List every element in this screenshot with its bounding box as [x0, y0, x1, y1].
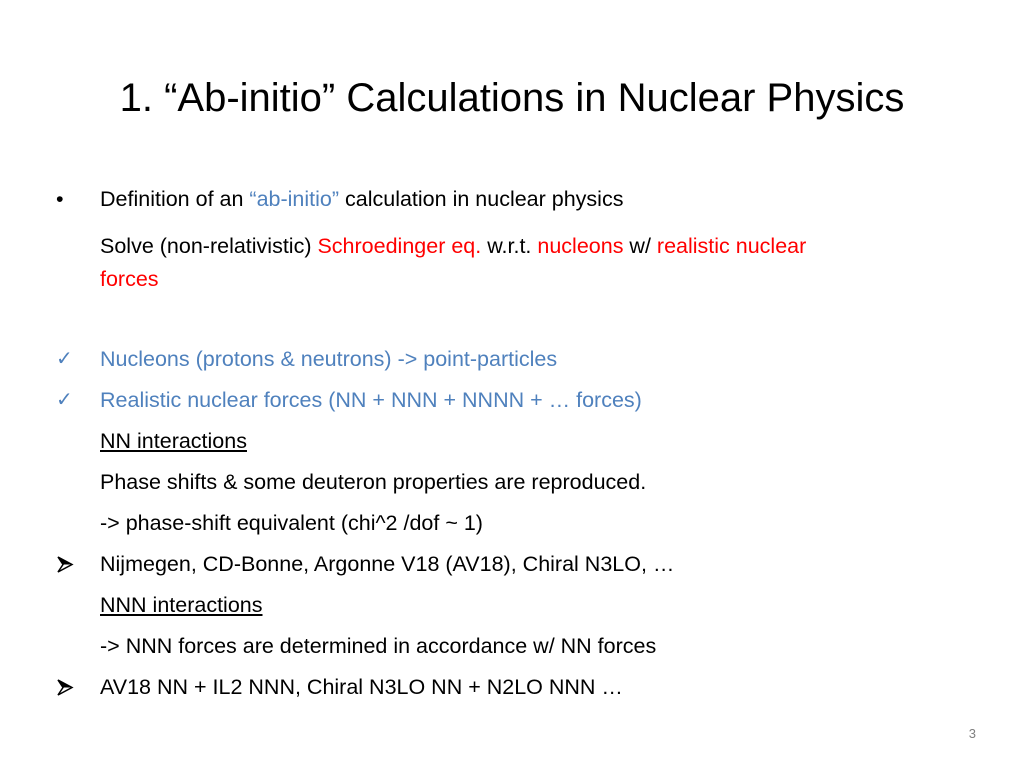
definition-detail-text [100, 232, 970, 260]
slide-title: 1. “Ab-initio” Calculations in Nuclear Physics [119, 76, 905, 120]
ab-initio-term: “ab-initio” [249, 187, 340, 211]
bullet-definition-text [100, 185, 970, 213]
check-item-forces-text: Realistic nuclear forces (NN + NNN + NNNN + … forces) [100, 388, 642, 412]
nnn-line-1-text: -> NNN forces are determined in accordance w/ NN forces [100, 634, 657, 658]
nnn-heading-text: NNN interactions [100, 593, 263, 617]
arrow-bullet-icon [56, 550, 92, 573]
page-number: 3 [968, 726, 976, 741]
realistic-forces-term: realistic nuclear [656, 234, 807, 258]
checkmark-icon: ✓ [56, 348, 73, 370]
checkmark-icon: ✓ [56, 389, 73, 411]
nn-heading-text: NN interactions [100, 429, 247, 453]
text-segment: w.r.t. [481, 234, 538, 258]
bullet-dot-icon: • [56, 187, 64, 211]
check-item-nucleons-text: Nucleons (protons & neutrons) -> point-particles [100, 347, 558, 371]
arrow-item-nn-models-text: Nijmegen, CD-Bonne, Argonne V18 (AV18), Chiral N3LO, … [100, 552, 675, 576]
text-segment: Definition of an [100, 187, 250, 211]
arrow-item-nnn-models-text: AV18 NN + IL2 NNN, Chiral N3LO NN + N2LO NNN … [100, 675, 623, 699]
forces-term: forces [100, 267, 159, 291]
schroedinger-term: Schroedinger eq. [317, 234, 482, 258]
nucleons-term: nucleons [537, 234, 624, 258]
text-segment: calculation in nuclear physics [339, 187, 624, 211]
nn-line-1-text: Phase shifts & some deuteron properties are reproduced. [100, 470, 647, 494]
arrow-bullet-icon [56, 673, 92, 696]
nn-line-2-text: -> phase-shift equivalent (chi^2 /dof ~ 1) [100, 511, 483, 535]
text-segment: Solve (non-relativistic) [100, 234, 318, 258]
text-segment: w/ [623, 234, 657, 258]
